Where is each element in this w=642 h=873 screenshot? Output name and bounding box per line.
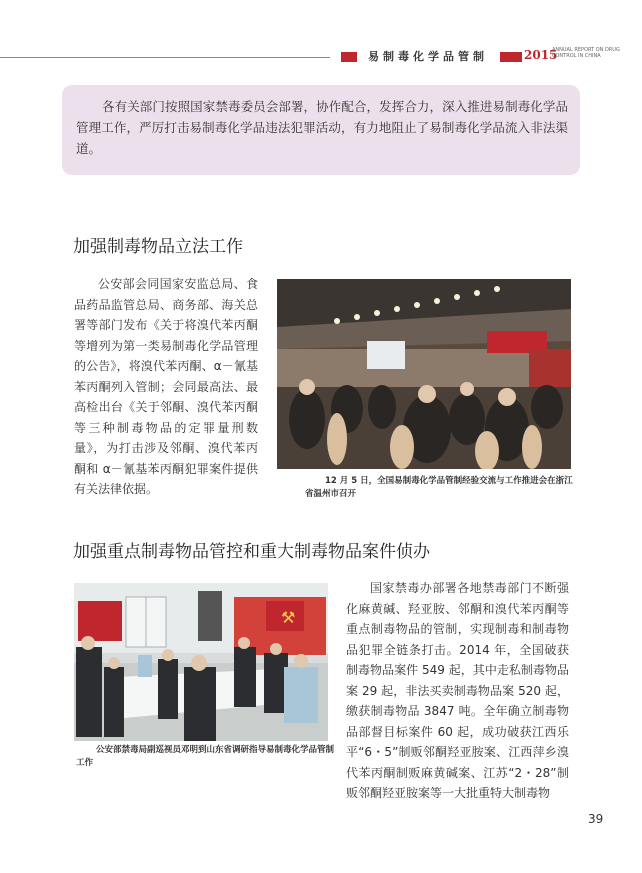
meeting-photo (74, 583, 328, 741)
subtitle-line: CONTROL IN CHINA (552, 53, 601, 59)
running-header-subtitle (552, 47, 620, 59)
section-heading: 加强重点制毒物品管控和重大制毒物品案件侦办 (73, 542, 430, 562)
conference-photo (277, 279, 571, 469)
subtitle-line: ANNUAL REPORT ON DRUG (552, 47, 620, 53)
running-header-year: 2015 (524, 48, 558, 62)
section-body-text: 国家禁毒办部署各地禁毒部门不断强化麻黄碱、羟亚胺、邻酮和溴代苯丙酮等重点制毒物品的管制，实现制毒和制毒物品犯罪全链条打击。2014 年，全国破获制毒物品案件 549 起，其中走私制毒物品案 29 起，非法买卖制毒物品案 520 起，缴获制毒物品 3847 吨。全年确立制毒物品部督目标案件 60 起，成功破获江西乐平“6・5”制贩邻酮羟亚胺案、江西萍乡溴代苯丙酮制贩麻黄碱案、江苏“2・28”制贩邻酮羟亚胺案等一大批重特大制毒物 (346, 581, 569, 800)
header-red-block (341, 52, 357, 62)
section-heading: 加强制毒物品立法工作 (73, 237, 243, 257)
section-body-text: 公安部会同国家安监总局、食品药品监管总局、商务部、海关总署等部门发布《关于将溴代苯丙酮等增列为第一类易制毒化学品管理的公告》，将溴代苯丙酮、α－氰基苯丙酮列入管制；会同最高法、最高检出台《关于邻酮、溴代苯丙酮等三种制毒物品的定罪量刑数量》，为打击涉及邻酮、溴代苯丙酮和 α－氰基苯丙酮犯罪案件提供有关法律依据。 (74, 277, 258, 496)
svg-text:⚒: ⚒ (281, 608, 296, 627)
header-rule (0, 57, 330, 58)
photo-caption: 公安部禁毒局副巡视员邓明到山东省调研指导易制毒化学品管制工作 (76, 745, 335, 768)
intro-callout-text: 各有关部门按照国家禁毒委员会部署，协作配合，发挥合力，深入推进易制毒化学品管理工作，严厉打击易制毒化学品违法犯罪活动，有力地阻止了易制毒化学品流入非法渠道。 (76, 99, 568, 156)
header-red-block (500, 52, 522, 62)
page-number: 39 (588, 812, 604, 826)
running-header-title: 易制毒化学品管制 (368, 50, 488, 63)
photo-caption: 12 月 5 日，全国易制毒化学品管制经验交流与工作推进会在浙江省温州市召开 (305, 476, 573, 499)
